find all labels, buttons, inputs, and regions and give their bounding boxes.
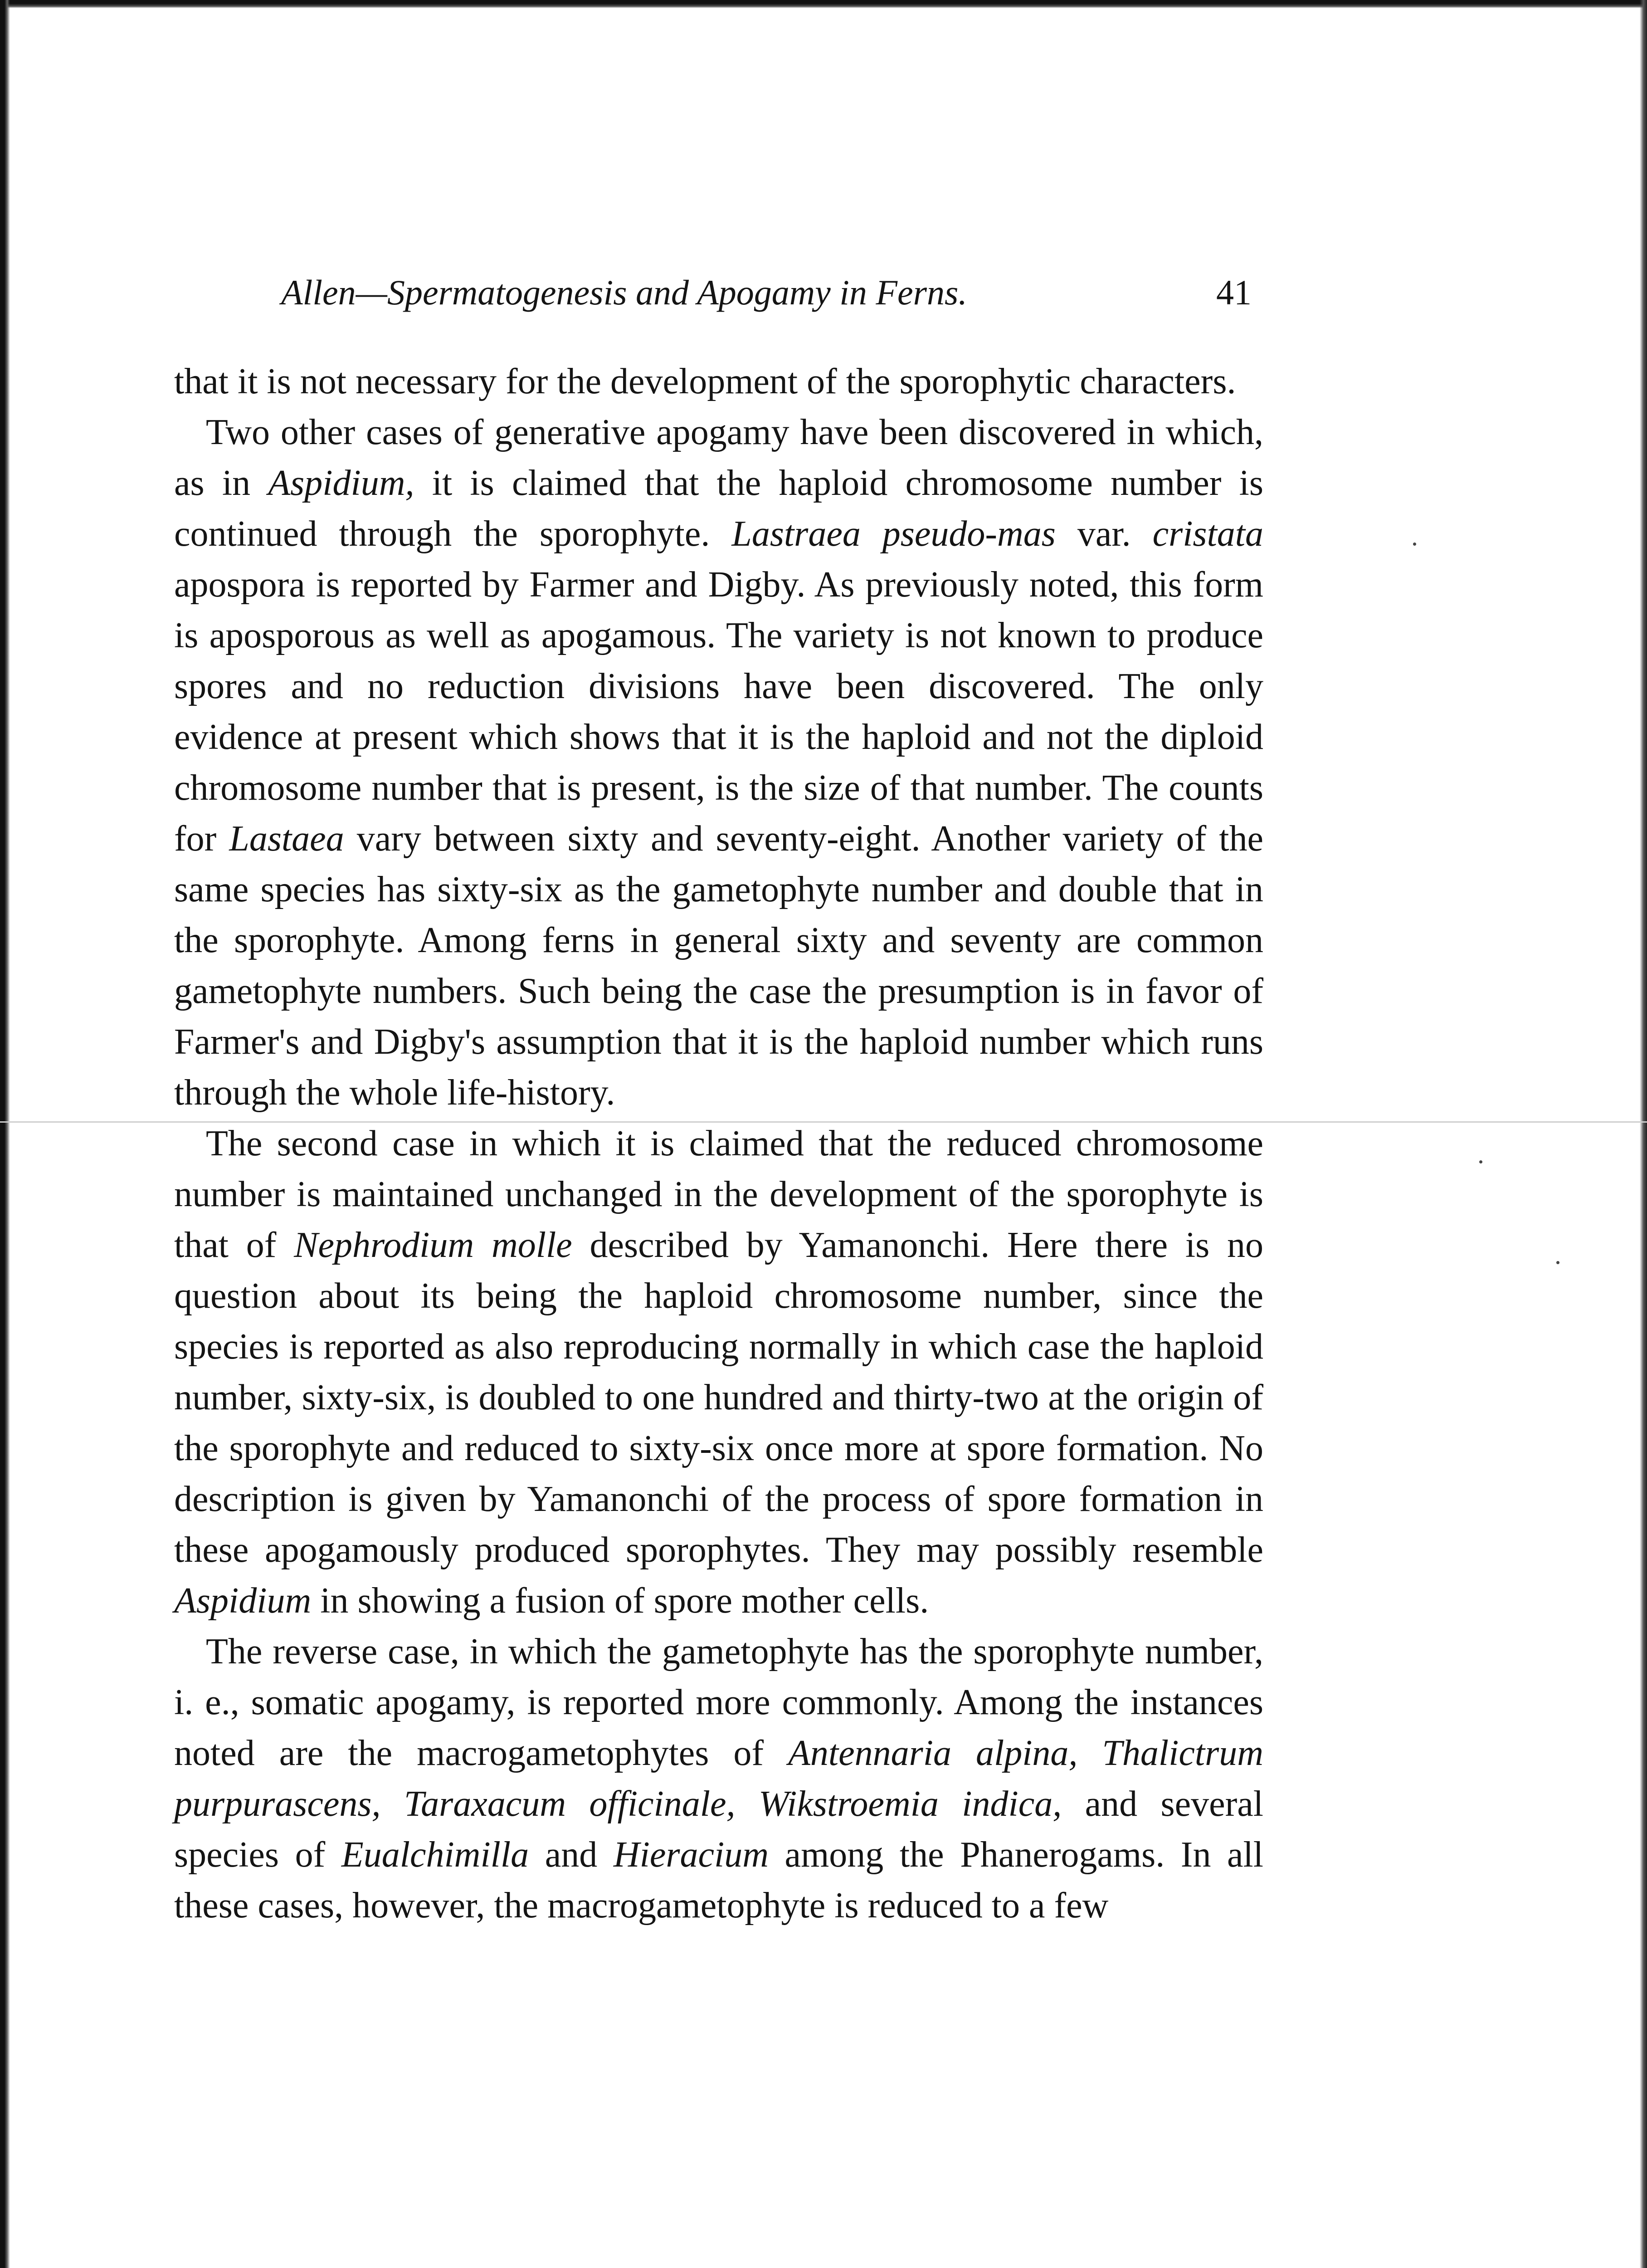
page-edge-top <box>0 0 1647 8</box>
italic-run: Lastaea <box>229 819 344 859</box>
text-run: apospora is reported by Farmer and Digby. As previously noted, this form is aposporous as well as apogamous. The variety is not known to produce spores and no reduction divisions have been discovered. The only evidence at present which shows that it is the haploid and not the diploid chromosome number that is present, is the size of that number. The counts for <box>174 565 1263 859</box>
speck <box>1413 543 1416 546</box>
italic-run: Hieracium <box>613 1835 769 1875</box>
paragraph <box>174 1626 1263 1931</box>
page-edge-left <box>0 0 10 2268</box>
text-run: Two other cases of generative apogamy have been discovered in which, as in <box>174 412 1263 503</box>
italic-run: Aspidium <box>174 1581 312 1621</box>
italic-run: Nephrodium molle <box>294 1225 572 1265</box>
paragraph <box>174 407 1263 1118</box>
text-run: vary between sixty and seventy-eight. Another variety of the same species has sixty-six as the gametophyte number and double that in the sporophyte. Among ferns in general sixty and seventy are common gametophyte numbers. Such being the case the presumption is in favor of Farmer's and Digby's assumption that it is the haploid number which runs through the whole life-history. <box>174 819 1263 1113</box>
text-run: in showing a fusion of spore mother cells. <box>311 1581 929 1621</box>
paragraph <box>174 356 1263 407</box>
text-run: described by Yamanonchi. Here there is no question about its being the haploid chromosome number, since the species is reported as also reproducing normally in which case the haploid number, sixty-six, is doubled to one hundred and thirty-two at the origin of the sporophyte and reduced to sixty-six once more at spore formation. No description is given by Yamanonchi of the process of spore formation in these apogamously produced sporophytes. They may possibly resemble <box>174 1225 1263 1570</box>
speck <box>1556 1261 1559 1264</box>
italic-run: cristata <box>1152 514 1264 554</box>
speck <box>1479 1160 1482 1163</box>
text-run: among the Phanerogams. In all these cases, however, the macrogametophyte is reduced to a few <box>174 1835 1263 1926</box>
page-edge-right <box>1640 0 1647 2268</box>
running-head <box>281 268 1252 318</box>
text-run: var. <box>1055 514 1153 554</box>
italic-run: Aspidium, <box>268 463 414 503</box>
text-run: it is claimed that the haploid chromosome number is continued through the sporophyte. <box>174 463 1263 554</box>
text-run: and several species of <box>174 1784 1263 1875</box>
italic-run: Eualchimilla <box>341 1835 529 1875</box>
italic-run: Lastraea pseudo-mas <box>731 514 1056 554</box>
running-head-title: Allen—Spermatogenesis and Apogamy in Ferns. <box>281 273 967 312</box>
text-run: The second case in which it is claimed that the reduced chromosome number is maintained unchanged in the development of the sporophyte is that of <box>174 1124 1263 1265</box>
italic-run: Antennaria alpina, Thalictrum purpurascens, Taraxacum officinale, Wikstroemia indica, <box>174 1733 1264 1824</box>
paragraph <box>174 1118 1263 1626</box>
page-number: 41 <box>1216 273 1252 312</box>
text-run: and <box>529 1835 614 1875</box>
body-text <box>174 356 1263 1931</box>
text-run: that it is not necessary for the development of the sporophytic characters. <box>174 362 1236 401</box>
text-run: The reverse case, in which the gametophyte has the sporophyte number, i. e., somatic apogamy, is reported more commonly. Among the instances noted are the macrogametophytes of <box>174 1632 1263 1773</box>
